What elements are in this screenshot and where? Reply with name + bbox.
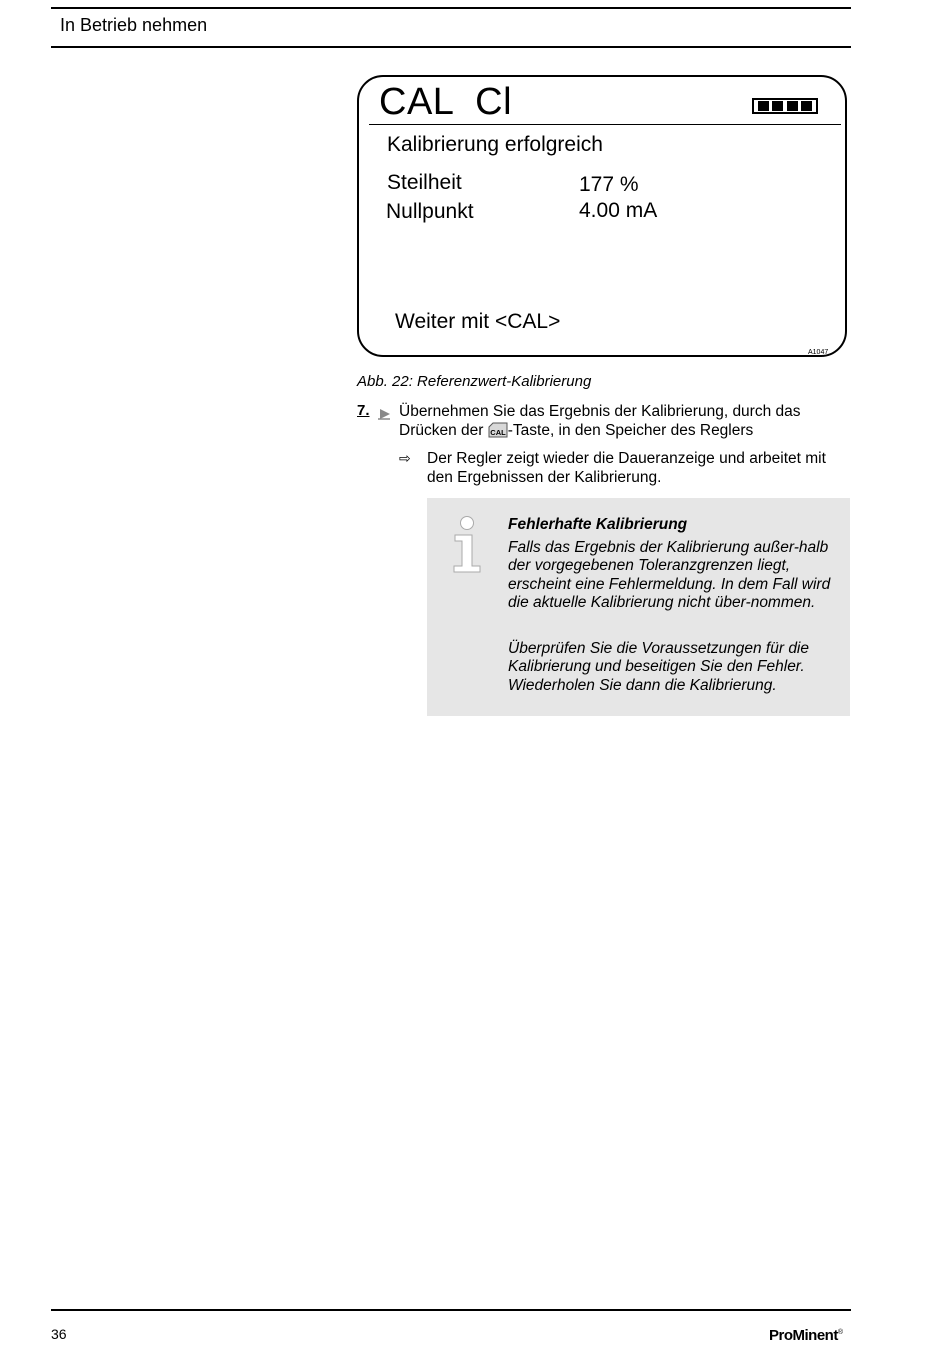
result-text: Der Regler zeigt wieder die Daueranzeige und arbeitet mit den Ergebnissen der Kalibrierung. — [427, 450, 826, 486]
info-paragraph-2: Überprüfen Sie die Voraussetzungen für die Kalibrierung und beseitigen Sie den Fehler. Wiederholen Sie dann die Kalibrierung. — [508, 640, 810, 694]
brand-registered-mark: ® — [837, 1329, 843, 1336]
result-arrow-icon: ⇨ — [399, 450, 411, 466]
figure-caption: Abb. 22: Referenzwert-Kalibrierung — [357, 373, 592, 390]
brand-minent: Minent — [792, 1327, 838, 1344]
step-arrow-icon — [378, 408, 392, 420]
header-rule-top — [51, 7, 851, 9]
slope-label: Steilheit — [387, 171, 462, 194]
slope-value: 177 % — [579, 173, 639, 196]
footer-rule — [51, 1309, 851, 1311]
display-title: CAL Cl — [379, 81, 513, 123]
zero-point-value: 4.00 mA — [579, 199, 658, 222]
step-text-before: Übernehmen Sie das Ergebnis der Kalibrierung, durch das Drücken der — [399, 403, 801, 439]
info-box — [427, 498, 850, 716]
display-separator — [369, 124, 841, 125]
cal-key-label: CAL — [490, 428, 506, 437]
zero-point-label: Nullpunkt — [386, 200, 474, 223]
header-rule-bottom — [51, 46, 851, 48]
step-text-after: -Taste, in den Speicher des Reglers — [507, 422, 754, 439]
step-number: 7. — [357, 402, 370, 419]
brand-pro: Pro — [769, 1327, 793, 1344]
step-text — [399, 402, 844, 440]
info-icon — [451, 516, 483, 574]
page-number: 36 — [51, 1326, 67, 1342]
page-header-title: In Betrieb nehmen — [60, 15, 208, 35]
display-message: Kalibrierung erfolgreich — [387, 133, 603, 156]
figure-code: A1047 — [808, 349, 829, 356]
brand-logo — [769, 1327, 843, 1344]
cal-key-icon — [488, 422, 508, 438]
display-prompt: Weiter mit <CAL> — [395, 310, 561, 333]
info-paragraph-1: Falls das Ergebnis der Kalibrierung außer-halb der vorgegebenen Toleranzgrenzen liegt, erscheint eine Fehlermeldung. In dem Fall wird die aktuelle Kalibrierung nicht über-nommen. — [508, 539, 831, 612]
info-title: Fehlerhafte Kalibrierung — [508, 516, 688, 533]
controller-display — [357, 75, 847, 357]
status-squares-icon — [752, 98, 818, 114]
